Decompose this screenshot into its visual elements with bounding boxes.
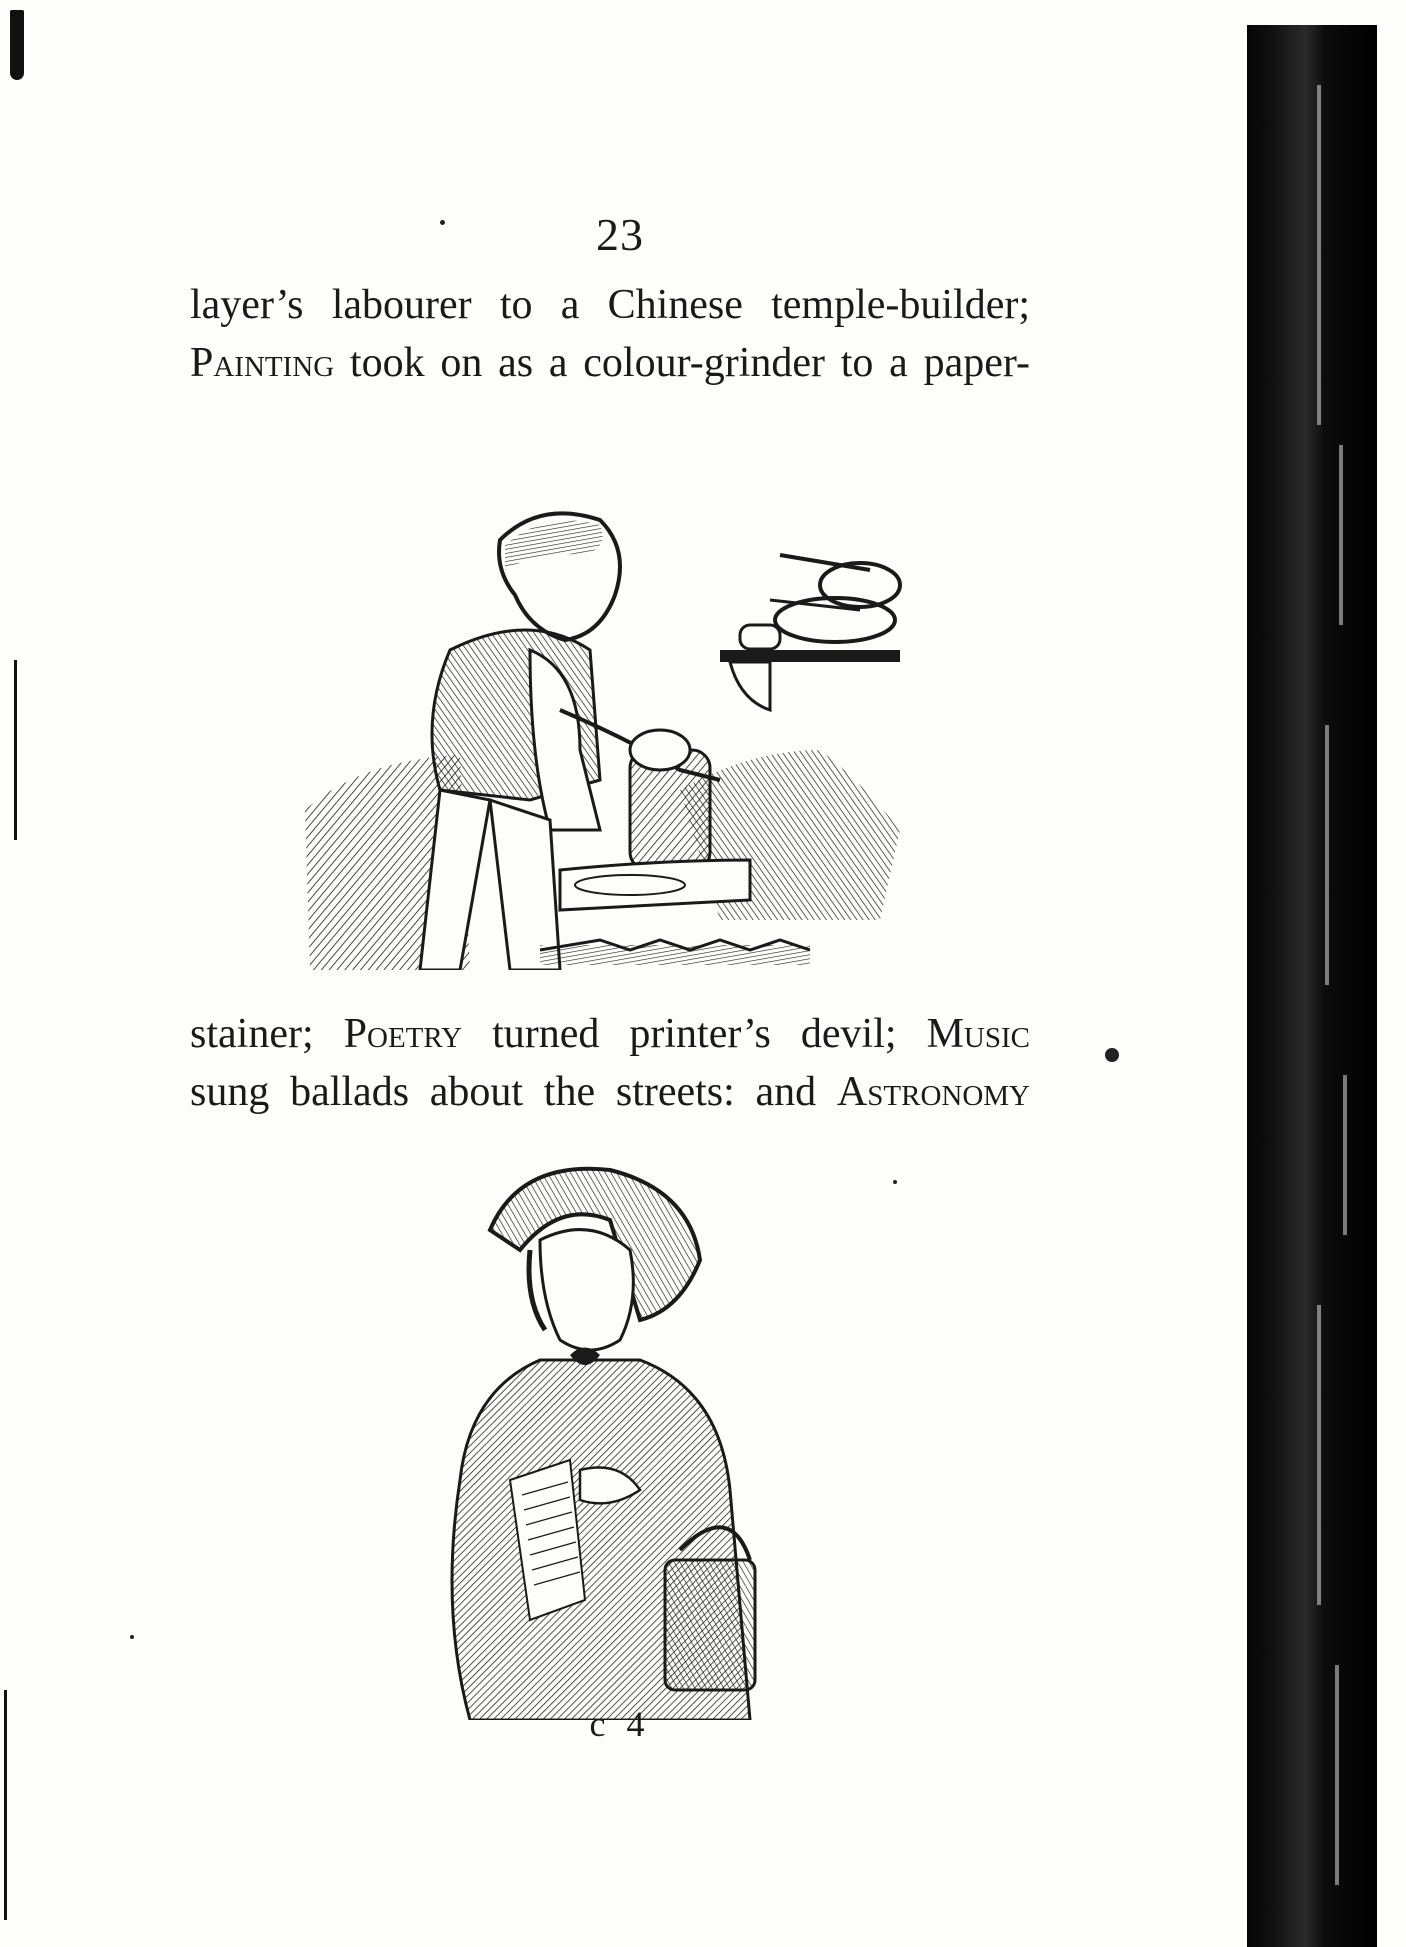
- text-run: layer’s labourer to a Chinese temple-builder;: [190, 282, 1030, 328]
- signature-mark: c 4: [589, 1704, 651, 1744]
- ink-speck: [1105, 1048, 1119, 1062]
- text-run: turned printer’s devil;: [462, 1011, 927, 1057]
- text-block-bottom: [190, 1005, 1030, 1121]
- text-line: [190, 276, 1030, 334]
- text-run: sung ballads about the streets: and: [190, 1069, 837, 1115]
- page-edge-mark: [10, 10, 24, 80]
- page-edge-mark: [4, 1690, 7, 1920]
- page-number: 23: [596, 209, 644, 260]
- binding-edge: [1247, 25, 1377, 1947]
- small-caps-word: Music: [926, 1011, 1030, 1057]
- illustration-colour-grinder: [300, 500, 920, 970]
- page-edge-mark: [14, 660, 17, 840]
- illustration-ballad-singer: [430, 1160, 840, 1720]
- text-line: [190, 1005, 1030, 1063]
- ink-speck: [130, 1635, 134, 1639]
- small-caps-word: Astronomy: [836, 1069, 1030, 1115]
- small-caps-word: Poetry: [343, 1011, 463, 1057]
- text-run: took on as a colour-grinder to a paper-: [334, 340, 1030, 386]
- ink-speck: [440, 220, 445, 225]
- text-run: stainer;: [190, 1011, 344, 1057]
- small-caps-word: Painting: [190, 340, 335, 386]
- text-line: [190, 1063, 1030, 1121]
- ink-speck: [893, 1180, 897, 1184]
- text-line: [190, 334, 1030, 392]
- text-block-top: [190, 276, 1030, 392]
